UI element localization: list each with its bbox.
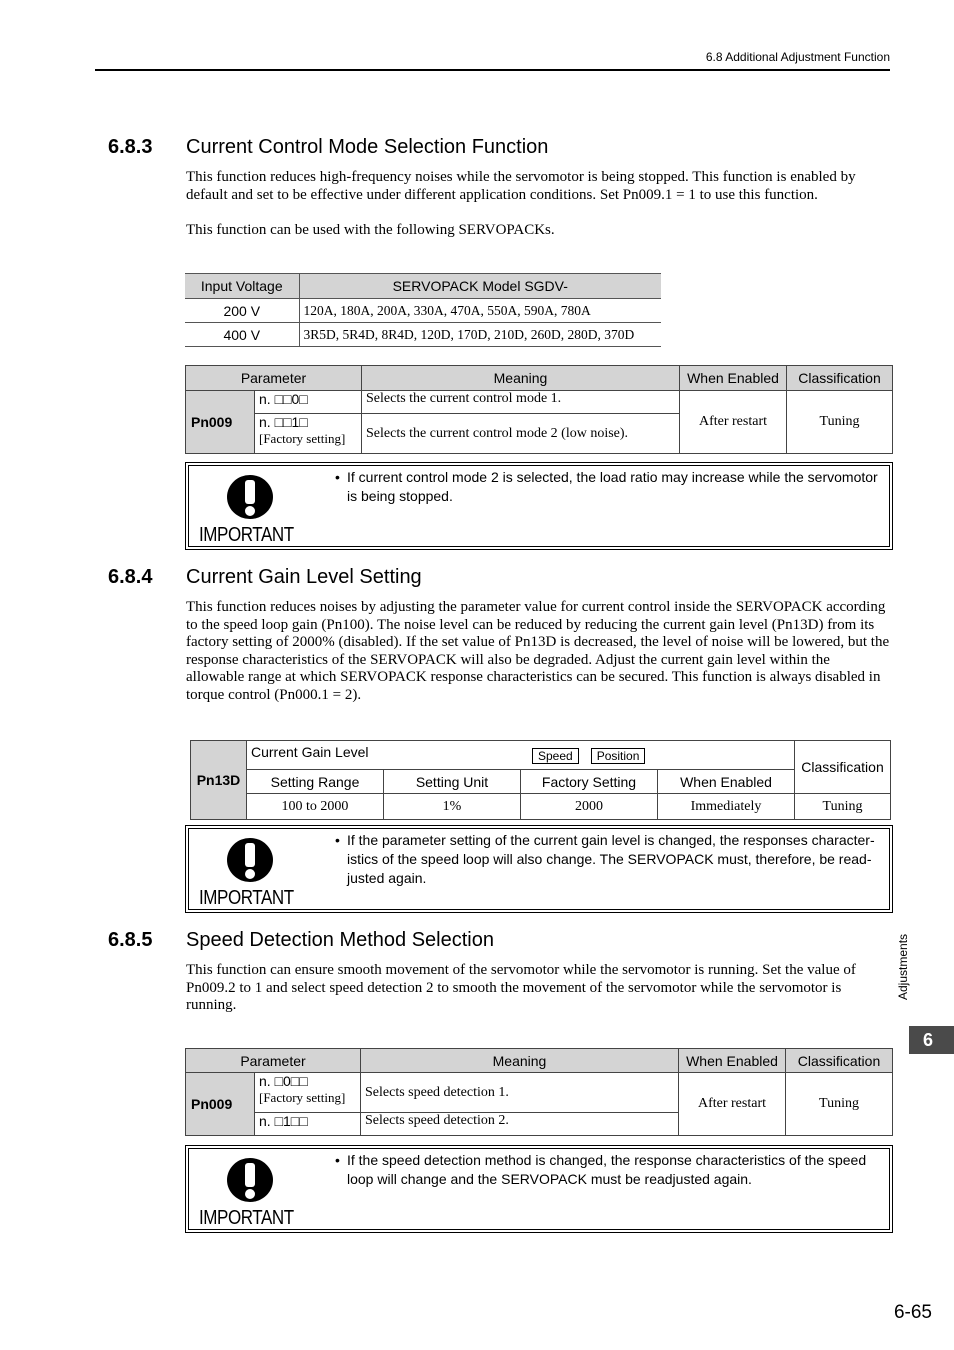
table-header: Meaning: [362, 366, 680, 391]
table-cell: 1%: [384, 794, 521, 820]
chapter-tab: 6: [909, 1026, 954, 1054]
note-line: istics of the speed loop will also change. The SERVOPACK must, therefore, be read-: [347, 851, 872, 867]
table-cell: 100 to 2000: [247, 794, 384, 820]
important-icon: [225, 1157, 275, 1203]
page-number: 6-65: [893, 1302, 932, 1323]
table-row: [186, 391, 893, 414]
note-line: If the parameter setting of the current gain level is changed, the responses character-: [347, 832, 875, 848]
paragraph: This function reduces high-frequency noises while the servomotor is being stopped. This function is enabled by default and set to be effective under different application conditions. Set Pn009.1 = 1 to use this function.: [186, 169, 856, 203]
important-icon: [225, 837, 275, 883]
paragraph: This function reduces noises by adjusting the parameter value for current control inside the SERVOPACK according to the speed loop gain (Pn100). The noise level can be reduced by reducing the current gain level (Pn13D) from its factory setting of 2000% (disabled). If the set value of Pn13D is decreased, the level of noise will be lowered, but the response characteristics of the SERVOPACK will also be degraded. Adjust the current gain level within the allowable range at which SERVOPACK response characteristics can be secured. This function is always disabled in torque control (Pn000.1 = 2).: [186, 599, 890, 703]
section-title: Current Gain Level Setting: [186, 566, 422, 588]
important-icon: [225, 474, 275, 520]
factory-setting-note: [Factory setting]: [259, 1090, 346, 1105]
table-row: [185, 299, 661, 323]
important-note-inner: [188, 828, 890, 910]
bullet: •: [335, 1152, 340, 1168]
table-header: Classification: [786, 1049, 893, 1073]
bullet: •: [335, 832, 340, 848]
side-tab-text: Adjustments: [896, 933, 910, 1000]
parameter-table-pn13d: [190, 740, 891, 820]
parameter-table-pn009-current-mode: [185, 365, 893, 454]
parameter-code: [255, 414, 362, 454]
table-header: SERVOPACK Model SGDV-: [299, 274, 661, 299]
important-note: [185, 1145, 893, 1233]
parameter-number: Pn009: [186, 391, 255, 454]
side-tab-label: [896, 920, 926, 1010]
table-cell: 2000: [521, 794, 658, 820]
section-heading-6-8-4: [108, 566, 808, 589]
parameter-code: [255, 1113, 361, 1136]
parameter-table-pn009-speed-detection: [185, 1048, 893, 1136]
table-row: [191, 794, 891, 820]
code-text: n. □1□□: [259, 1113, 308, 1129]
classification-cell: Tuning: [795, 794, 891, 820]
important-note-inner: [188, 1148, 890, 1230]
table-cell: Immediately: [658, 794, 795, 820]
important-text: [335, 1151, 883, 1189]
paragraph: This function can be used with the following SERVOPACKs.: [186, 222, 555, 238]
parameter-code: [255, 391, 362, 414]
meaning-cell: Selects speed detection 2.: [361, 1113, 679, 1136]
table-header: Classification: [787, 366, 893, 391]
table-header: Meaning: [361, 1049, 679, 1073]
section-number: 6.8.5: [108, 929, 153, 951]
parameter-number: Pn009: [186, 1073, 255, 1136]
important-text: [335, 468, 883, 506]
parameter-name: Current Gain Level: [251, 744, 369, 760]
table-header: When Enabled: [658, 770, 795, 794]
bullet: •: [335, 469, 340, 485]
paragraph: This function can ensure smooth movement of the servomotor while the servomotor is running. Set the value of Pn009.2 to 1 and select speed detection 2 to smooth the movement of the servomotor while the servomotor is running.: [186, 962, 856, 1014]
code-text: n. □□1□: [259, 414, 308, 430]
table-cell: 400 V: [185, 323, 299, 347]
note-body: [335, 831, 883, 888]
meaning-cell: Selects the current control mode 1.: [362, 391, 680, 414]
section-heading-6-8-3: [108, 136, 808, 159]
parameter-number: Pn13D: [191, 741, 247, 820]
table-cell: 200 V: [185, 299, 299, 323]
important-label: IMPORTANT: [199, 887, 294, 909]
chip-speed: Speed: [532, 748, 579, 764]
chip-position: Position: [591, 748, 646, 764]
table-header: Setting Unit: [384, 770, 521, 794]
table-header: When Enabled: [679, 1049, 786, 1073]
section-number: 6.8.3: [108, 136, 153, 158]
table-header: Factory Setting: [521, 770, 658, 794]
classification-cell: Tuning: [786, 1073, 893, 1136]
when-enabled-cell: After restart: [680, 391, 787, 454]
factory-setting-note: [Factory setting]: [259, 431, 346, 446]
table-header: When Enabled: [680, 366, 787, 391]
important-note: [185, 825, 893, 913]
section-heading-6-8-5: [108, 929, 808, 952]
section-number: 6.8.4: [108, 566, 153, 588]
table-cell: 120A, 180A, 200A, 330A, 470A, 550A, 590A, 780A: [299, 299, 661, 323]
meaning-cell: Selects the current control mode 2 (low noise).: [362, 414, 680, 454]
important-note: [185, 462, 893, 550]
classification-header: Classification: [795, 741, 891, 794]
important-text: [335, 831, 883, 888]
table-header: Parameter: [186, 366, 362, 391]
note-line: justed again.: [347, 870, 427, 886]
section-title: Speed Detection Method Selection: [186, 929, 494, 951]
table-row: [186, 1073, 893, 1113]
table-header: Parameter: [186, 1049, 361, 1073]
important-label: IMPORTANT: [199, 524, 294, 546]
table-cell: 3R5D, 5R4D, 8R4D, 120D, 170D, 210D, 260D, 280D, 370D: [299, 323, 661, 347]
control-mode-chips: [532, 747, 645, 765]
when-enabled-cell: After restart: [679, 1073, 786, 1136]
servopack-voltage-table: [185, 273, 661, 347]
running-header: 6.8 Additional Adjustment Function: [705, 50, 890, 64]
code-text: n. □0□□: [259, 1073, 308, 1089]
important-note-inner: [188, 465, 890, 547]
important-label: IMPORTANT: [199, 1207, 294, 1229]
table-header: Input Voltage: [185, 274, 299, 299]
table-header: Setting Range: [247, 770, 384, 794]
meaning-cell: Selects speed detection 1.: [361, 1073, 679, 1113]
header-rule: [95, 69, 890, 71]
note-body: If current control mode 2 is selected, the load ratio may increase while the servomotor is being stopped.: [347, 469, 878, 504]
section-title: Current Control Mode Selection Function: [186, 136, 549, 158]
parameter-name-cell: [247, 741, 795, 770]
table-row: [185, 323, 661, 347]
parameter-code: [255, 1073, 361, 1113]
note-body: If the speed detection method is changed, the response characteristics of the speed loop will change and the SERVOPACK must be readjusted again.: [347, 1152, 867, 1187]
code-text: n. □□0□: [259, 391, 308, 407]
classification-cell: Tuning: [787, 391, 893, 454]
